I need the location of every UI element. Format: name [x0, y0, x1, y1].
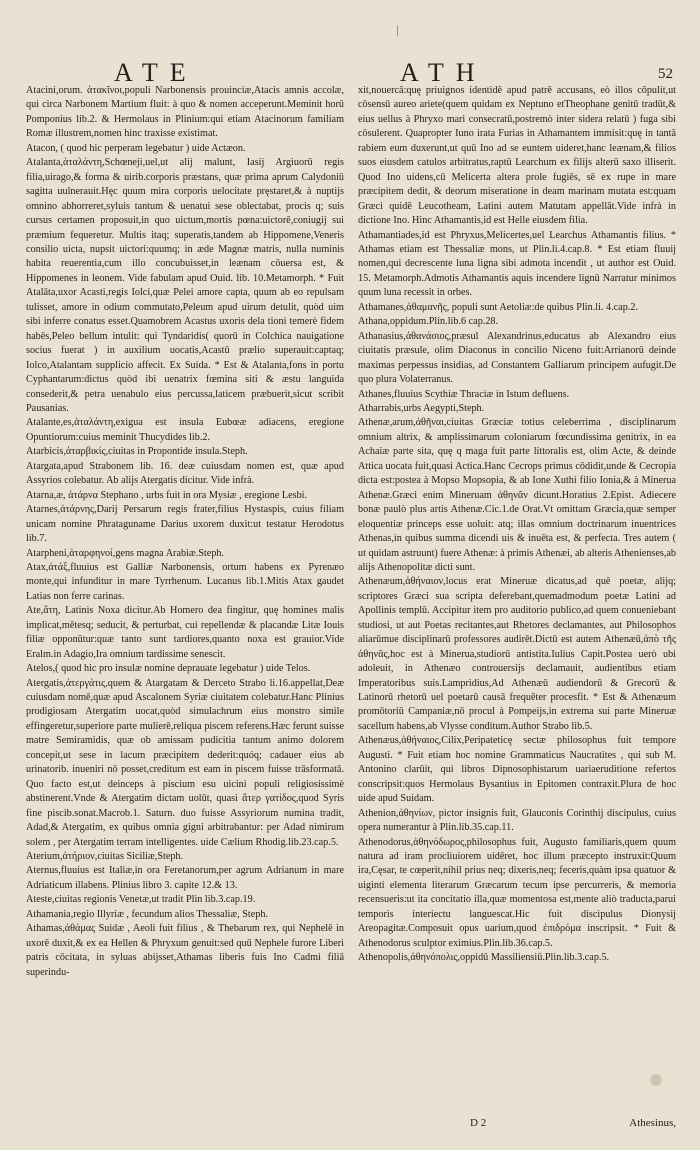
- dictionary-entry: Athenion,ἀθηνίων, pictor insignis fuit, Glauconis Corinthij discipulus, cuius opera numerantur à Plin.lib.35.cap.11.: [358, 807, 676, 834]
- dictionary-entry: Athamania,regio Illyriæ , fecundum alios Thessaliæ, Steph.: [26, 908, 269, 920]
- dictionary-entry: Atarna,æ, ἀτάρνα Stephano , urbs fuit in ora Mysiæ , eregione Lesbi.: [26, 489, 308, 501]
- dictionary-entry: Atalanta,ἀταλάντη,Schœneji,uel,ut alij malunt, Iasij Argiuorū regis filia,uirago,& forma & uirib.corporis præstans, quæ prima aprum Calydoniū sagitta uulnerauit.Hęc quum mira corporis uelocitate pręstaret,& à nuptijs omnino abhorreret,syluis tantum & uenatui sese oblectabat, procis q; suis cursus certamen proposuit,in quo uictum,mortis pœna:uictorē,coniugij sui præmium fequeretur. Multis itaq; superatis,tandem ab Hippomene,Veneris consilio uicta, nupsit uictori:quumq; in æde Magnæ matris, nulla numinis habita reuerentia,cum illo concubuisset,in leænam cōuersa est, & Hippomenes in leonem. Vide fabulam apud Ouid. lib. 10.Metamorph. * Fuit Atalāta,uxor Acasti,regis Iolci,quæ Pelei amore capta, quum ab eo repulsam tulisset, amore in odium commutato,Peleum apud uirum detulit, quòd uim sibi inferre conatus esset.Quamobrem Acastus uxoris dela tioni temerè fidem habēs,Peleo bellum intulit: qui Tyndaridis( quorū in Colchica nauigatione socius fuerat ) in auxilium uocatis,Acastū prælio superauit:captaq; Iolco,Atalantam supplicio affecit. Ex Suida. * Est & Atalanta,fons in portu Cyphantarum:dictus quòd ibi uenatrix fœmina siti & æstu languida consederit,& petra uenabulo eius percussa,laticem præbuerit,sicut scribit Pausanias.: [26, 157, 344, 414]
- dictionary-entry: Athenæum,ἀθήναιον,locus erat Mineruæ dicatus,ad quē poetæ, alijq; scriptores Græci sua scripta deferebant,quemadmodum poetæ Latini ad Apollinis templū. Accipitur item pro auditorio publico,ad quem conueniebant studiosi, ut aut Poetas recitantes,aut Rhetores declamantes, aut Philosophos aliarūmue disciplinarū professores audirēt.Dictū est autem Athenæū,ἀπὸ τῆς ἀθηνᾶς,hoc est à Minerua,studiorū antistita.Iulius Capit.Postea uerò ubi adoleuit, in Athenæo controuersijs declamauit, audientibus etiam Imperatoribus suis.Lampridius,Ad Athenæū audiendorū & Grecorū & Latinorū rhetorū uel poetarū causā frequēter procesfit. * Est & Athenæum promōtoriū Campaniæ,nō procul à Pompeijs,in extrema sui parte Mineruæ sacellum habens,ab Vlysse conditum.Author Strabo lib.5.: [358, 576, 676, 732]
- dictionary-entry: Ate,ἄτη, Latinis Noxa dicitur.Ab Homero dea fingitur, quę homines malis implicat,mētesq; seducit, & perturbat, cui repellendæ & placandæ Litæ Iouis filiæ opponūtur:quæ tanto sunt tardiores,quanto noxa est grauior.Vide Eralm.in Adagio,Ira omnium tardissime senescit.: [26, 605, 344, 660]
- dictionary-entry: Aterium,ἀτήριον,ciuitas Siciliæ,Steph.: [26, 851, 184, 863]
- left-headword: ATE: [114, 58, 198, 87]
- dictionary-entry: Atarpheni,ἀταρφηνοί,gens magna Arabiæ.Steph.: [26, 547, 224, 559]
- dictionary-entry: Athenodorus,ἀθηνόδωρος,philosophus fuit, Augusto familiaris,quem quum natura ad iram procliuiorem uidēret, hoc illum præcepto instruxit:Quum ira,Cęsar, te cœperit,nihil prius neq; dixeris,neq; feceris,quàm ipsa quatuor & uiginti elementa literarum Græcarum tecum ipse percurreris, & memoria recensueris:ut ita concitatio illa,quæ momentosa est,mente aliò traducta,parui temporis interiectu languescat.Hic fuit discipulus Dionysij Areopagitæ.Composuit opus uarium,quod ἐπιδρόμα inscripsit. * Fuit & Athenodorus sculptor eximius.Plin.lib.36.cap.5.: [358, 836, 676, 949]
- dictionary-entry: xit,nouercā:quę priuignos identidē apud patrē accusans, eò illos cōpulit,ut cōsensū aureo ariete(quem quidam ex Neptuno etTheophane genitū tradūt,& eius uellus à Phryxo mari consecratū,postremò inter sidera relatū ) fuga sibi cōsulerent. Quapropter Iuno irata Furias in Athamantem immisit:quę in tantā rabiem eum duxerunt,ut quū Ino ad se euntem uideret,hanc leænam,& filios suos eiusdem catulos arbitratus,raptū Learchum ex filijs alterū saxo illiserit. Quod Ino uidens,cū Melicerta altera prole fugiēs, sē ex rupe in mare præcipitem dedit, & deorum miseratione in deam marinam mutata est:quam Græci quidē Leucotheam, Latini autem Matutam appellāt.Vide infrà in dictione Ino. Hinc Athamantis,id est Helle eiusdem filia.: [358, 85, 676, 227]
- dictionary-entry: Atelos,( quod hic pro insulæ nomine deprauate legebatur ) uide Telos.: [26, 663, 311, 675]
- dictionary-entry: Atergatis,ἀτεργάτις,quem & Atargatam & Derceto Strabo li.16.appellat,Deæ cuiusdam nomē,quæ apud Ascalonem Syriæ ciuitatem colebatur.Hanc Plinius prodigiosam Atergatim uocat,quòd simulachrum eius monstro simile effingeretur,superiore parte mulierē,reliqua piscem referens.Hæc ferunt suisse matre Semiramidis, quæ ob amissam pudicitia tantum animo dolorem concepit,ut sese in lacum præcipitem dederit:quóq; cadauer eius ab urinatorib. inueniri nō posset,creditum est eam in piscem fuisse trāsformatā. Quo facto est,ut deinceps à piscium esu uicini populi religiosissimè abstinerent.Vnde & Atergatim dictam uolūt, quasi ἄτερ γατίδος,quod Syris fine piscib.sonat.Macrob.1. Saturn. duo fuisse Assyriorum numina tradit, Adad,& Atergatim, ex quibus omnia gigni arbitrabantur: per Adad nimirum solem , per Atergatim terram intelligentes. uide Cælium Rhodig.lib.23.cap.5.: [26, 677, 344, 848]
- dictionary-entry: Atax,ἀτάξ,fluuius est Galliæ Narbonensis, ortum habens ex Pyrenæo monte,qui infunditur in mare Tyrrhenum. Lucanus lib.1.Mitis Atax gaudet Latias non ferre carinas.: [26, 561, 344, 602]
- dictionary-entry: Athenopolis,ἀθηνόπολις,oppidū Massiliensiū.Plin.lib.3.cap.5.: [358, 952, 610, 964]
- right-column: [358, 84, 676, 966]
- dictionary-entry: Ateste,ciuitas regionis Venetæ,ut tradit Plin lib.3.cap.19.: [26, 894, 256, 906]
- dictionary-entry: Athana,oppidum.Plin.lib.6 cap.28.: [358, 316, 499, 328]
- signature-mark: D 2: [470, 1117, 487, 1129]
- dictionary-entry: Athenæus,ἀθήναιος,Cilix,Peripateticę sectæ philosophus fuit tempore Augusti. * Fuit etiam hoc nomine Grammaticus Naucratites , qui sub M. Antonino clarūit, qui libros Dipnosophistarum uariaeruditione refertos conscripsit:quos Hermolaus Bysantius in Epitomen contraxit.Plura de hoc uide apud Suidam.: [358, 735, 676, 805]
- page-number: 52: [658, 66, 673, 82]
- dictionary-entry: Athanasius,ἀθανάσιος,præsul Alexandrinus,educatus ab Alexandro eius ciuitatis præsule, olim Diaconus in concilio Niceno fuit:Arrianorū deinde maximas perpessus insidias, ad Constantem Galliarum principem aufugit.De quo plura Volaterranus.: [358, 330, 676, 386]
- dictionary-entry: Atacini,orum. ἀτακῖνοι,populi Narbonensis prouinciæ,Atacis amnis accolæ, qui circa Narbonem Martium fluit: à quo & nomen acceperunt.Meminit horū Pomponius lib.2. & Hermolaus in Plinium:qui etiam Atacinorum familiam Romæ illustrem,nomen hinc traxisse existimat.: [26, 85, 344, 140]
- right-headword: ATH: [400, 58, 487, 87]
- dictionary-entry: Atacon, ( quod hic perperam legebatur ) uide Actæon.: [26, 142, 246, 154]
- left-column: [26, 84, 344, 980]
- dictionary-entry: Atarbicis,ἀταρβικίς,ciuitas in Propontide insula.Steph.: [26, 446, 248, 458]
- dictionary-entry: Atargata,apud Strabonem lib. 16. deæ cuiusdam nomen est, quæ apud Assyrios colebatur. Ab alijs Atergatis dicitur. Vide infrà.: [26, 460, 344, 487]
- dictionary-entry: Athanes,fluuius Scythiæ Thraciæ in Istum defluens.: [358, 388, 570, 400]
- dictionary-entry: Athenæ,arum,ἀθῆναι,ciuitas Græciæ totius celeberrima , disciplinarum omnium altrix, & amplissimarum coloniarum fœcundissima genitrix, in ea Achaiæ parte sita, quę q maga fuit parte littoralis est, olim Acte, & deinde Attica uocata fuit,quasi Actica.Hanc Cecrops primus cōdidit,unde & Cecropia dicta est:postea à Mopso Mopsopia, & ab Ione Xuthi filio Ionia,& à Minerua Athenæ.Græci enim Mineruam ἀθηνᾶν dicunt.Horatius 2.Epist. Adiecere bonæ paulò plus artis Athenæ.Cic.1.de Orat.Vt omittam Græcia,quæ semper eloquentiæ princeps esse uoluit: atq; illas omnium doctrinarum inuentrices Athenas,in quibus summa dicendi uis & inuēta est, & perfecta. Tres autem ( ut quidam astruunt) fuere Athenæ: à primis Athenæi, ab alteris Athenienses,ab alijs Athenopolitæ dicti sunt.: [358, 417, 677, 573]
- dictionary-entry: Atarnes,ἀτάρνης,Darij Persarum regis frater,filius Hystaspis, cuius filiam unicam nomine Phrataguname Darius uxorem duxit:ut testatur Herodotus lib.7.: [26, 504, 344, 545]
- dictionary-entry: Athamantiades,id est Phryxus,Melicertes,uel Learchus Athamantis filius. * Athamas etiam est Thessaliæ mons, ut Plin.li.4.cap.8. * Est etiam fluuij nomen,qui decrescente luna ligna sibi admota incendit , ut author est Ouid. 15. Metamorph.Admotis Athamantis aquis incendere lignū Narratur minimos quum luna recessit in orbes.: [358, 229, 676, 299]
- dictionary-entry: Atharrabis,urbs Aegypti,Steph.: [358, 402, 485, 414]
- dictionary-entry: Athamas,ἀθάμας Suidæ , Aeoli fuit filius , & Thebarum rex, qui Nephelē in uxorē duxit,& ex ea Hellen & Phryxum genuit:sed quū Nephele furore Liberi patris cōcitata, in syluas abijsset,Athamas liberis fuis Ino Cadmi filiā superindu-: [26, 923, 344, 978]
- catchword: Athesinus,: [629, 1117, 676, 1129]
- dictionary-entry: Atalante,es,ἀταλάντη,exigua est insula Eubœæ adiacens, eregione Opuntiorum:cuius meminit Thucydides lib.2.: [26, 417, 344, 443]
- dictionary-entry: Athamanes,ἀθαμανῆς, populi sunt Aetoliæ:de quibus Plin.li. 4.cap.2.: [358, 301, 638, 313]
- dictionary-entry: Aternus,fluuius est Italiæ,in ora Feretanorum,per agrum Adrianum in mare Adriaticum illabens. Plinius libro 3. capite 12.& 13.: [26, 865, 344, 891]
- binding-hole: [650, 1074, 662, 1086]
- page-footer: [358, 1117, 676, 1135]
- top-mark: |: [396, 22, 399, 37]
